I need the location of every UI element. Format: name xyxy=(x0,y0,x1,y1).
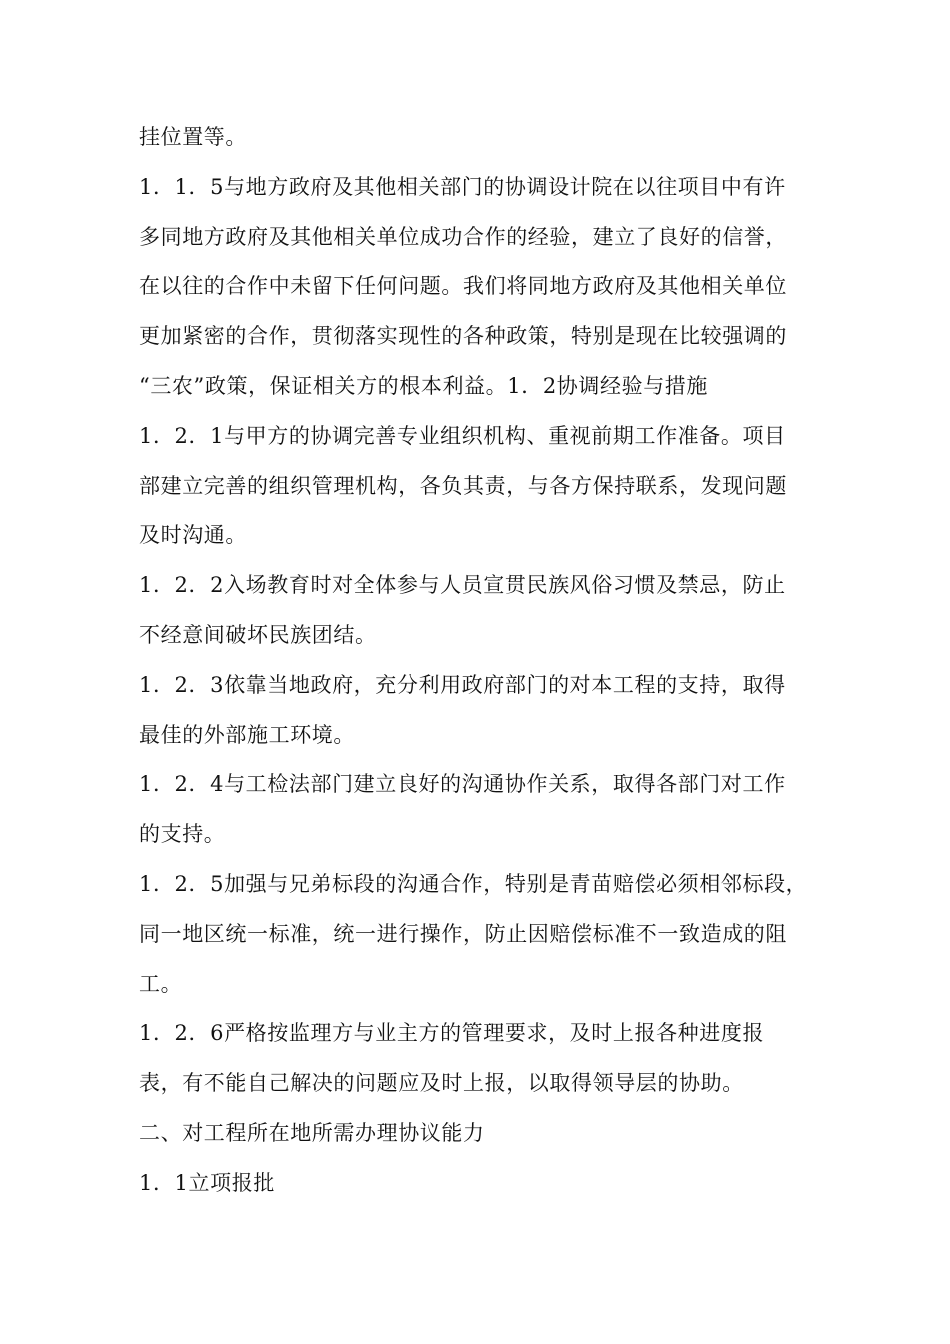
text-line: 在以往的合作中未留下任何问题。我们将同地方政府及其他相关单位 xyxy=(139,274,787,299)
text-line: 及时沟通。 xyxy=(139,523,247,548)
document-body xyxy=(139,113,819,1209)
text-line: 多同地方政府及其他相关单位成功合作的经验，建立了良好的信誉， xyxy=(139,224,787,249)
text-line: 1．2．3依靠当地政府，充分利用政府部门的对本工程的支持，取得 xyxy=(139,672,786,697)
text-line: 表，有不能自己解决的问题应及时上报，以取得领导层的协助。 xyxy=(139,1071,744,1096)
text-line: 1．2．5加强与兄弟标段的沟通合作，特别是青苗赔偿必须相邻标段， xyxy=(139,871,808,896)
text-line: 1．2．6严格按监理方与业主方的管理要求，及时上报各种进度报 xyxy=(139,1021,765,1046)
text-line: 1．2．4与工检法部门建立良好的沟通协作关系，取得各部门对工作 xyxy=(139,772,786,797)
text-line: 1．2．1与甲方的协调完善专业组织机构、重视前期工作准备。项目 xyxy=(139,423,786,448)
text-line: “三农”政策，保证相关方的根本利益。1．2协调经验与措施 xyxy=(139,373,708,398)
text-line: 更加紧密的合作，贯彻落实现性的各种政策，特别是现在比较强调的 xyxy=(139,324,787,349)
text-line: 同一地区统一标准，统一进行操作，防止因赔偿标准不一致造成的阻 xyxy=(139,921,787,946)
subsection-heading: 1．1立项报批 xyxy=(139,1170,275,1195)
text-line: 工。 xyxy=(139,971,183,996)
text-line: 的支持。 xyxy=(139,822,226,847)
text-line: 最佳的外部施工环境。 xyxy=(139,722,355,747)
text-line: 1．2．2入场教育时对全体参与人员宣贯民族风俗习惯及禁忌，防止 xyxy=(139,573,786,598)
text-line: 不经意间破坏民族团结。 xyxy=(139,622,377,647)
text-line: 1．1．5与地方政府及其他相关部门的协调设计院在以往项目中有许 xyxy=(139,174,786,199)
text-line: 挂位置等。 xyxy=(139,125,247,149)
text-line: 部建立完善的组织管理机构，各负其责，与各方保持联系，发现问题 xyxy=(139,473,787,498)
section-heading: 二、对工程所在地所需办理协议能力 xyxy=(139,1120,485,1145)
